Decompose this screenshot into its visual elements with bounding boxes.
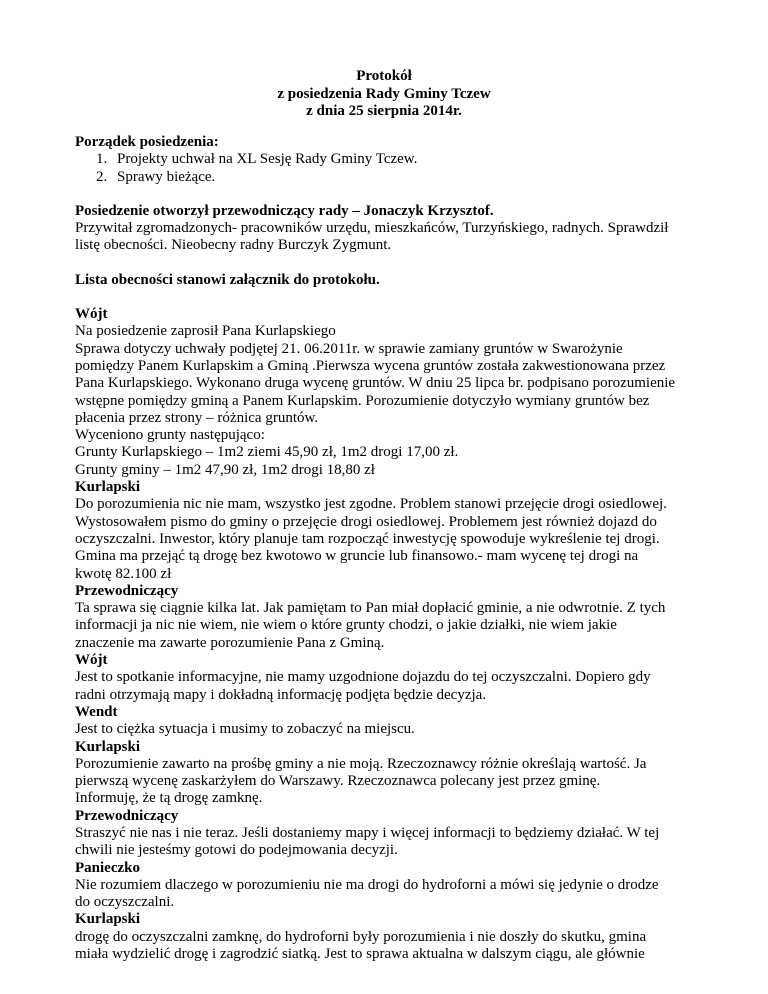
speech-line: Grunty Kurlapskiego – 1m2 ziemi 45,90 zł, 1m2 drogi 17,00 zł.: [75, 444, 459, 461]
speech-line: wstępne pomiędzy gminą a Panem Kurlapskim. Porozumienie dotyczyło wymiany gruntów bez: [75, 392, 650, 409]
opening-line: listę obecności. Nieobecny radny Burczyk Zygmunt.: [75, 237, 392, 254]
agenda-item: 2. Sprawy bieżące.: [111, 169, 705, 186]
speech-block: [75, 911, 705, 963]
document-date: z dnia 25 sierpnia 2014r.: [306, 103, 462, 119]
speech-block: [75, 704, 705, 739]
speech-line: radni otrzymają mapy i dokładną informację podjęta będzie decyzja.: [75, 686, 487, 703]
speech-block: [75, 306, 705, 479]
speaker-name: Kurlapski: [75, 479, 141, 496]
speech-block: [75, 652, 705, 704]
speech-block: [75, 739, 705, 808]
speech-block: [75, 860, 705, 912]
speech-line: Nie rozumiem dlaczego w porozumieniu nie ma drogi do hydroforni a mówi się jedynie o drodze: [75, 876, 659, 893]
speech-line: drogę do oczyszczalni zamknę, do hydroforni były porozumienia i nie doszły do skutku, gmina: [75, 928, 647, 945]
speech-line: Wyceniono grunty następująco:: [75, 427, 265, 444]
speech-block: [75, 583, 705, 652]
speech-line: Pana Kurlapskiego. Wykonano druga wycenę gruntów. W dniu 25 lipca br. podpisano porozumienie: [75, 375, 676, 392]
speech-line: Wystosowałem pismo do gminy o przejęcie drogi osiedlowej. Problemem jest również dojazd do: [75, 513, 657, 530]
agenda-list: [75, 151, 705, 186]
speech-line: Gmina ma przejąć tą drogę bez kwotowo w gruncie lub finansowo.- mam wycenę tej drogi na: [75, 548, 639, 565]
speech-block: [75, 479, 705, 583]
speech-line: Straszyć nie nas i nie teraz. Jeśli dostaniemy mapy i więcej informacji to będziemy działać. W tej: [75, 824, 660, 841]
speaker-name: Panieczko: [75, 859, 140, 876]
document-header: [0, 68, 768, 121]
speaker-name: Kurlapski: [75, 738, 141, 755]
speech-line: Ta sprawa się ciągnie kilka lat. Jak pamiętam to Pan miał dopłacić gminie, a nie odwrotnie. Z tych: [75, 600, 666, 617]
speech-line: Do porozumienia nic nie mam, wszystko jest zgodne. Problem stanowi przejęcie drogi osiedlowej.: [75, 496, 667, 513]
speech-line: Na posiedzenie zaprosił Pana Kurlapskiego: [75, 323, 336, 340]
speech-line: Jest to spotkanie informacyjne, nie mamy uzgodnione dojazdu do tej oczyszczalni. Dopiero gdy: [75, 669, 651, 686]
speaker-name: Wendt: [75, 703, 118, 720]
document-title: Protokół: [356, 68, 412, 84]
speech-line: pierwszą wycenę zaskarżyłem do Warszawy. Rzeczoznawca polecany jest przez gminę.: [75, 773, 601, 790]
attendance-note: Lista obecności stanowi załącznik do protokołu.: [75, 271, 380, 288]
agenda-item: 1. Projekty uchwał na XL Sesję Rady Gminy Tczew.: [111, 151, 705, 168]
speech-line: płacenia przez strony – różnica gruntów.: [75, 409, 319, 426]
speech-line: kwotę 82.100 zł: [75, 565, 172, 582]
speech-line: Grunty gminy – 1m2 47,90 zł, 1m2 drogi 18,80 zł: [75, 461, 375, 478]
speech-line: znaczenie ma zawarte porozumienie Pana z Gminą.: [75, 634, 385, 651]
speaker-name: Wójt: [75, 652, 108, 669]
speech-line: oczyszczalni. Inwestor, który planuje tam rozpocząć inwestycję spowoduje wykreślenie tej drogi.: [75, 530, 660, 547]
opening-heading: Posiedzenie otworzył przewodniczący rady – Jonaczyk Krzysztof.: [75, 202, 494, 219]
speech-line: Porozumienie zawarto na prośbę gminy a nie moją. Rzeczoznawcy różnie określają wartość. Ja: [75, 755, 647, 772]
speech-line: pomiędzy Panem Kurlapskim a Gminą .Pierwsza wycena gruntów została zakwestionowana przez: [75, 357, 666, 374]
document-subtitle: z posiedzenia Rady Gminy Tczew: [277, 85, 491, 102]
speaker-name: Wójt: [75, 306, 108, 323]
speech-line: Sprawa dotyczy uchwały podjętej 21. 06.2011r. w sprawie zamiany gruntów w Swarożynie: [75, 340, 623, 357]
agenda-heading: Porządek posiedzenia:: [75, 134, 219, 150]
speaker-name: Kurlapski: [75, 911, 141, 928]
opening-line: Przywitał zgromadzonych- pracowników urzędu, mieszkańców, Turzyńskiego, radnych. Sprawdził: [75, 220, 669, 237]
speaker-name: Przewodniczący: [75, 807, 179, 824]
speaker-name: Przewodniczący: [75, 582, 179, 599]
speech-line: chwili nie jesteśmy gotowi do podejmowania decyzji.: [75, 842, 398, 859]
document-body: [75, 134, 705, 963]
speech-block: [75, 808, 705, 860]
speech-line: Jest to ciężka sytuacja i musimy to zobaczyć na miejscu.: [75, 721, 415, 738]
speech-line: Informuję, że tą drogę zamknę.: [75, 790, 263, 807]
speech-line: do oczyszczalni.: [75, 894, 175, 911]
speech-line: miała wydzielić drogę i zagrodzić siatką. Jest to sprawa aktualna w dalszym ciągu, ale głównie: [75, 946, 645, 963]
speeches-section: [75, 306, 705, 963]
speech-line: informacji ja nic nie wiem, nie wiem o które grunty chodzi, o jakie działki, nie wiem jakie: [75, 617, 617, 634]
